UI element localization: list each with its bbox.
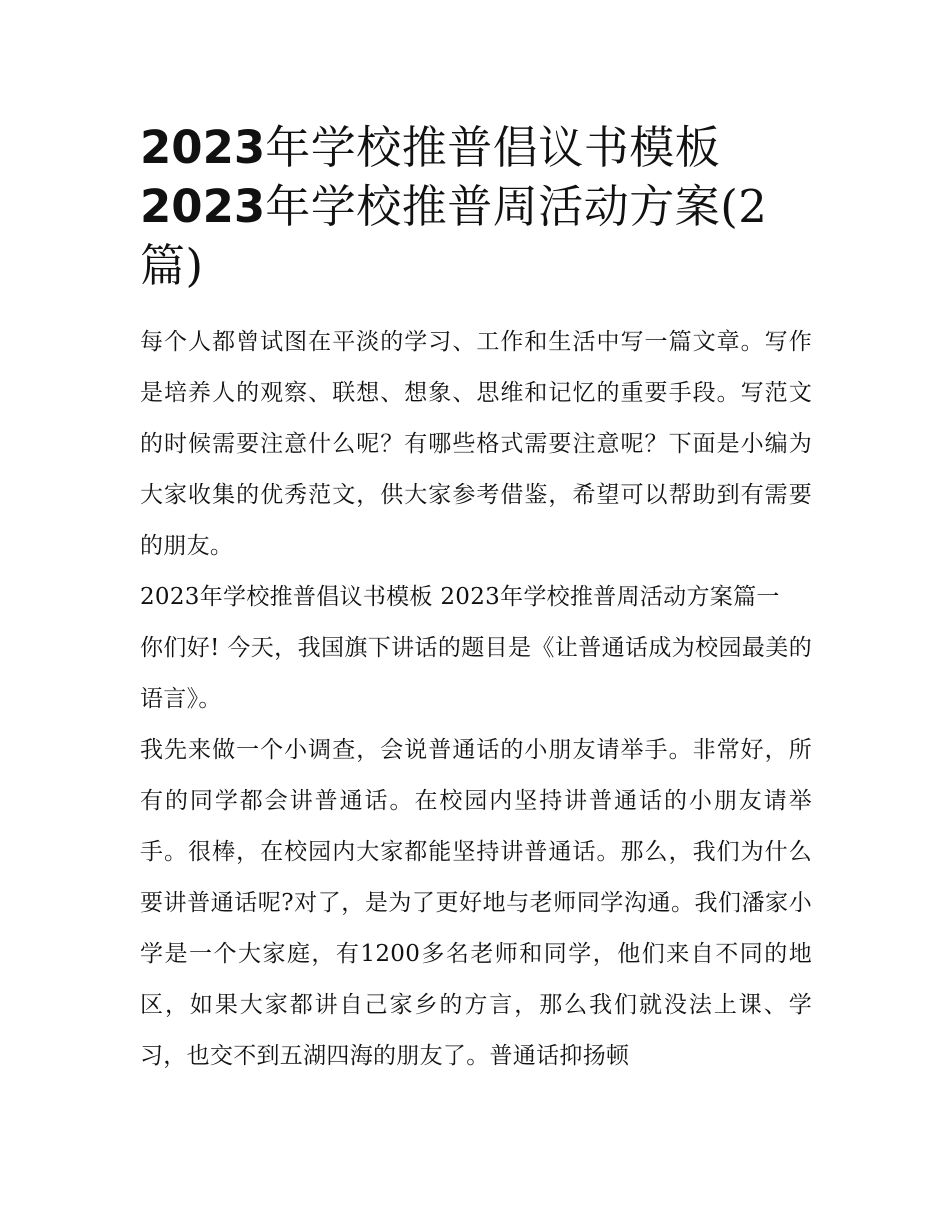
title-text-2: 年学校推普周活动方案(2	[265, 180, 768, 233]
title-year-2: 2023	[140, 180, 266, 233]
document-title	[140, 118, 812, 295]
paragraph-greeting: 你们好! 今天，我国旗下讲话的题目是《让普通话成为校园最美的语言》。	[140, 635, 812, 712]
paragraph-intro: 每个人都曾试图在平淡的学习、工作和生活中写一篇文章。写作是培养人的观察、联想、想象、思维和记忆的重要手段。写范文的时候需要注意什么呢？有哪些格式需要注意呢？下面是小编为大家收集的优秀范文，供大家参考借鉴，希望可以帮助到有需要的朋友。	[140, 329, 812, 559]
paragraph-main: 我先来做一个小调查，会说普通话的小朋友请举手。非常好，所有的同学都会讲普通话。在校园内坚持讲普通话的小朋友请举手。很棒，在校园内大家都能坚持讲普通话。那么，我们为什么要讲普通话呢?对了，是为了更好地与老师同学沟通。我们潘家小学是一个大家庭，有1200多名老师和同学，他们来自不同的地区，如果大家都讲自己家乡的方言，那么我们就没法上课、学习，也交不到五湖四海的朋友了。普通话抑扬顿	[140, 737, 812, 1069]
document-content	[140, 118, 812, 1082]
document-body	[140, 317, 812, 1082]
title-year-1: 2023	[140, 121, 266, 174]
title-text-1: 年学校推普倡议书模板	[265, 121, 721, 174]
title-text-3: 篇)	[140, 239, 204, 292]
paragraph-heading: 2023年学校推普倡议书模板 2023年学校推普周活动方案篇一	[140, 584, 780, 610]
